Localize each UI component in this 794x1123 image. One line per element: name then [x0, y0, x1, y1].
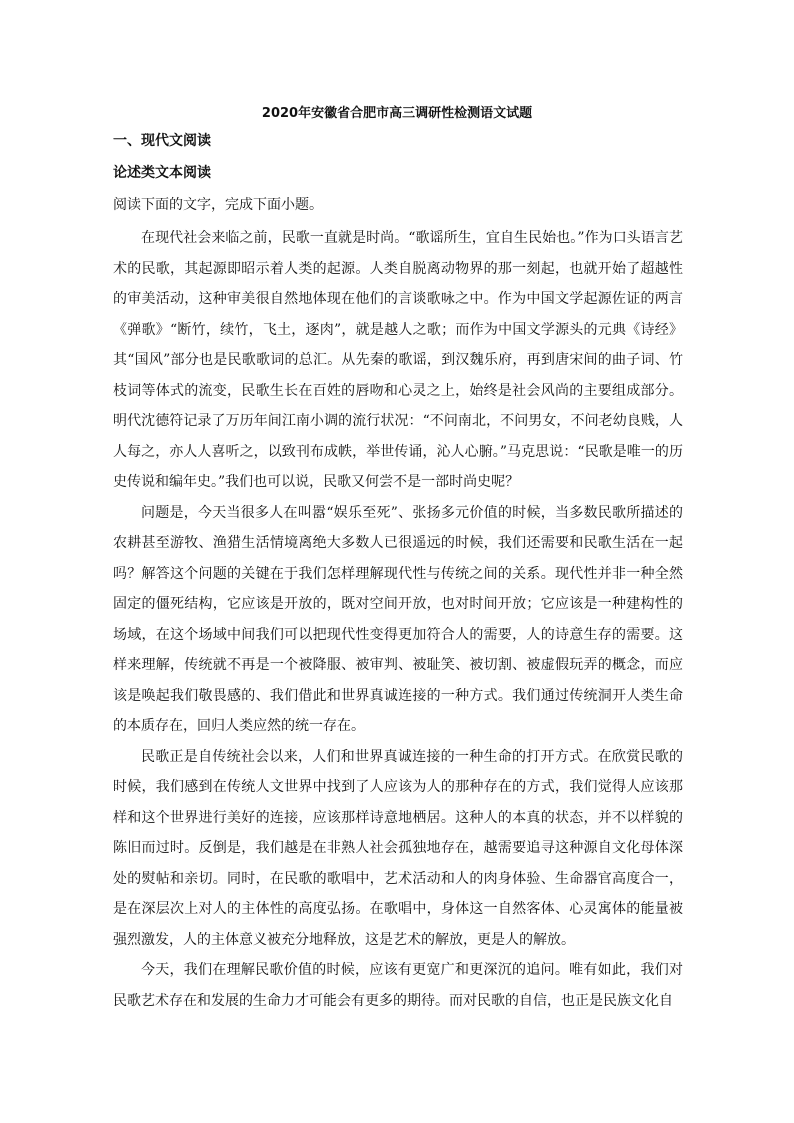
passage-body	[113, 223, 683, 1016]
paragraph-4: 今天，我们在理解民歌价值的时候，应该有更宽广和更深沉的追问。唯有如此，我们对民歌艺术存在和发展的生命力才可能会有更多的期待。而对民歌的自信，也正是民族文化自	[113, 962, 683, 1009]
subsection-heading: 论述类文本阅读	[113, 165, 211, 181]
paragraph-2: 问题是，今天当很多人在叫嚣“娱乐至死”、张扬多元价值的时候，当多数民歌所描述的农耕甚至游牧、渔猎生活情境离绝大多数人已很遥远的时候，我们还需要和民歌生活在一起吗？解答这个问题的关键在于我们怎样理解现代性与传统之间的关系。现代性并非一种全然固定的僵死结构，它应该是开放的，既对空间开放，也对时间开放；它应该是一种建构性的场域，在这个场域中间我们可以把现代性变得更加符合人的需要，人的诗意生存的需要。这样来理解，传统就不再是一个被降服、被审判、被耻笑、被切割、被虚假玩弄的概念，而应该是唤起我们敬畏感的、我们借此和世界真诚连接的一种方式。我们通过传统洞开人类生命的本质存在，回归人类应然的统一存在。	[113, 504, 683, 734]
instruction-text: 阅读下面的文字，完成下面小题。	[113, 197, 323, 213]
section-heading: 一、现代文阅读	[113, 133, 211, 149]
paragraph-3: 民歌正是自传统社会以来，人们和世界真诚连接的一种生命的打开方式。在欣赏民歌的时候，我们感到在传统人文世界中找到了人应该为人的那种存在的方式，我们觉得人应该那样和这个世界进行美好的连接，应该那样诗意地栖居。这种人的本真的状态，并不以样貌的陈旧而过时。反倒是，我们越是在非熟人社会孤独地存在，越需要追寻这种源自文化母体深处的熨帖和亲切。同时，在民歌的歌唱中，艺术活动和人的肉身体验、生命器官高度合一，是在深层次上对人的主体性的高度弘扬。在歌唱中，身体这一自然客体、心灵寓体的能量被强烈激发，人的主体意义被充分地释放，这是艺术的解放，更是人的解放。	[113, 748, 683, 948]
paragraph-1: 在现代社会来临之前，民歌一直就是时尚。“歌谣所生，宜自生民始也。”作为口头语言艺术的民歌，其起源即昭示着人类的起源。人类自脱离动物界的那一刻起，也就开始了超越性的审美活动，这种审美很自然地体现在他们的言谈歌咏之中。作为中国文学起源佐证的两言《弹歌》“断竹，续竹，飞土，逐肉”，就是越人之歌；而作为中国文学源头的元典《诗经》其“国风”部分也是民歌歌词的总汇。从先秦的歌谣，到汉魏乐府，再到唐宋间的曲子词、竹枝词等体式的流变，民歌生长在百姓的唇吻和心灵之上，始终是社会风尚的主要组成部分。明代沈德符记录了万历年间江南小调的流行状况：“不问南北，不问男女，不问老幼良贱，人人每之，亦人人喜听之，以致刊布成帙，举世传诵，沁人心腑。”马克思说：“民歌是唯一的历史传说和编年史。”我们也可以说，民歌又何尝不是一部时尚史呢？	[113, 230, 683, 490]
document-title: 2020年安徽省合肥市高三调研性检测语文试题	[261, 106, 533, 121]
